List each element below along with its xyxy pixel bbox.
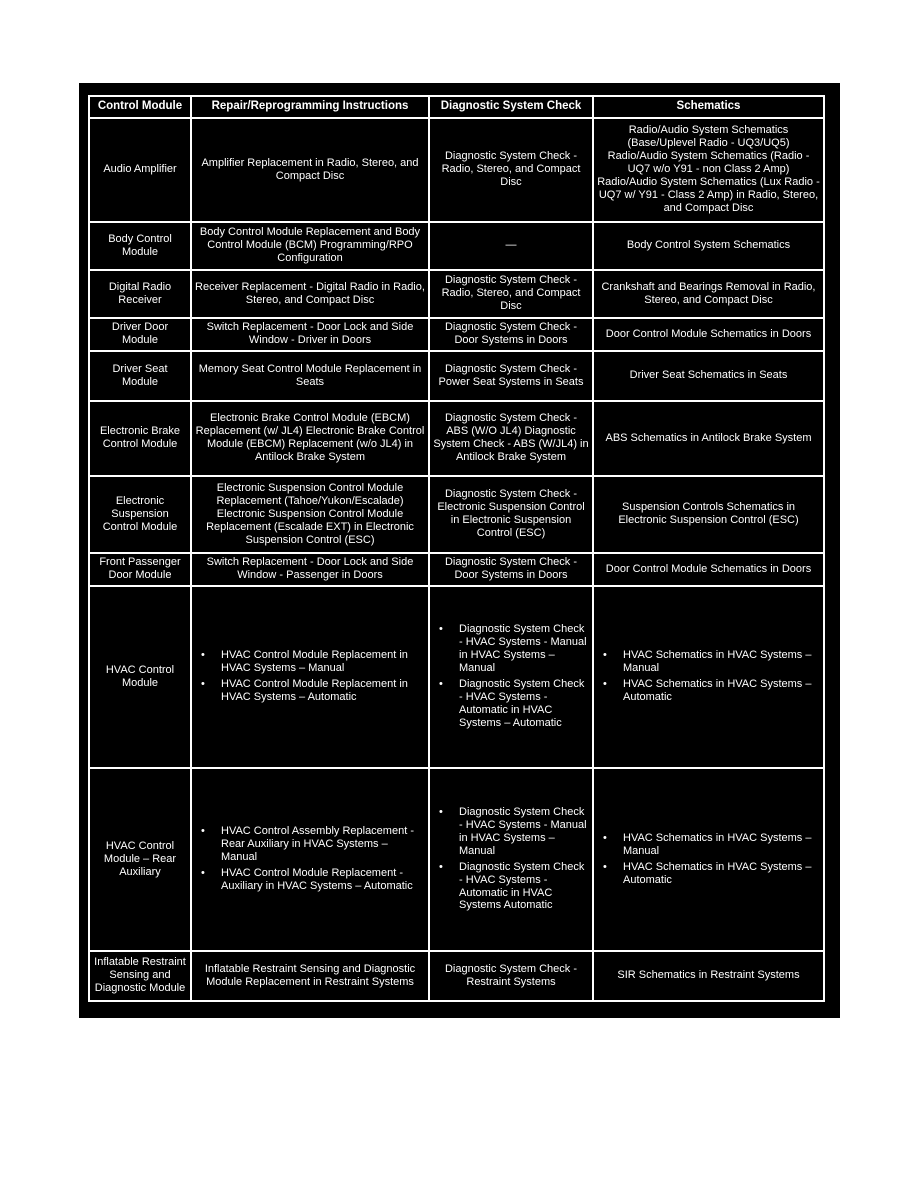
repair-cell	[191, 586, 429, 768]
module-name-cell: Digital Radio Receiver	[89, 270, 191, 318]
table-header-row	[89, 96, 824, 118]
repair-cell: Amplifier Replacement in Radio, Stereo, and Compact Disc	[191, 118, 429, 222]
header-control-module: Control Module	[89, 96, 191, 118]
list-item: • Diagnostic System Check - HVAC Systems - Manual in HVAC Systems – Manual	[433, 623, 589, 675]
table-row	[89, 270, 824, 318]
table-row	[89, 951, 824, 1001]
module-name-cell: Inflatable Restraint Sensing and Diagnostic Module	[89, 951, 191, 1001]
diagnostic-cell: Diagnostic System Check - Door Systems in Doors	[429, 553, 593, 586]
schematics-cell: ABS Schematics in Antilock Brake System	[593, 401, 824, 476]
header-schematics: Schematics	[593, 96, 824, 118]
repair-cell: Electronic Brake Control Module (EBCM) Replacement (w/ JL4) Electronic Brake Control Module (EBCM) Replacement (w/o JL4) in Antilock Brake System	[191, 401, 429, 476]
schematics-cell	[593, 586, 824, 768]
list-item: • HVAC Schematics in HVAC Systems – Automatic	[597, 861, 820, 887]
repair-cell: Inflatable Restraint Sensing and Diagnostic Module Replacement in Restraint Systems	[191, 951, 429, 1001]
schematics-cell: Body Control System Schematics	[593, 222, 824, 270]
table-row	[89, 401, 824, 476]
table-row	[89, 318, 824, 351]
diagnostic-cell	[429, 768, 593, 951]
schematics-cell: SIR Schematics in Restraint Systems	[593, 951, 824, 1001]
module-name-cell: Electronic Brake Control Module	[89, 401, 191, 476]
diagnostic-cell: Diagnostic System Check - Radio, Stereo, and Compact Disc	[429, 118, 593, 222]
list-item: • HVAC Control Module Replacement in HVAC Systems – Automatic	[195, 678, 425, 704]
schematics-cell: Door Control Module Schematics in Doors	[593, 318, 824, 351]
diagnostic-bullet-list	[433, 806, 589, 913]
schematics-cell: Door Control Module Schematics in Doors	[593, 553, 824, 586]
list-item: • Diagnostic System Check - HVAC Systems - Automatic in HVAC Systems Automatic	[433, 861, 589, 913]
module-name-cell: Body Control Module	[89, 222, 191, 270]
table-row	[89, 118, 824, 222]
diagnostic-cell: Diagnostic System Check - Electronic Suspension Control in Electronic Suspension Control (ESC)	[429, 476, 593, 553]
repair-cell: Memory Seat Control Module Replacement in Seats	[191, 351, 429, 401]
document-page-panel	[79, 83, 840, 1018]
module-name-cell: Driver Door Module	[89, 318, 191, 351]
repair-cell: Switch Replacement - Door Lock and Side Window - Passenger in Doors	[191, 553, 429, 586]
diagnostic-bullet-list	[433, 623, 589, 730]
repair-cell	[191, 768, 429, 951]
list-item: • Diagnostic System Check - HVAC Systems - Automatic in HVAC Systems – Automatic	[433, 678, 589, 730]
table-row	[89, 351, 824, 401]
schematics-cell: Driver Seat Schematics in Seats	[593, 351, 824, 401]
repair-cell: Receiver Replacement - Digital Radio in Radio, Stereo, and Compact Disc	[191, 270, 429, 318]
module-name-cell: Audio Amplifier	[89, 118, 191, 222]
table-row	[89, 222, 824, 270]
table-row	[89, 586, 824, 768]
schematics-bullet-list	[597, 649, 820, 704]
repair-cell: Body Control Module Replacement and Body Control Module (BCM) Programming/RPO Configuration	[191, 222, 429, 270]
repair-bullet-list	[195, 649, 425, 704]
header-repair-instructions: Repair/Reprogramming Instructions	[191, 96, 429, 118]
list-item: • HVAC Schematics in HVAC Systems – Automatic	[597, 678, 820, 704]
list-item: • HVAC Control Module Replacement in HVAC Systems – Manual	[195, 649, 425, 675]
diagnostic-cell: Diagnostic System Check - Power Seat Systems in Seats	[429, 351, 593, 401]
schematics-cell: Suspension Controls Schematics in Electronic Suspension Control (ESC)	[593, 476, 824, 553]
diagnostic-cell: —	[429, 222, 593, 270]
table-row	[89, 768, 824, 951]
repair-cell: Electronic Suspension Control Module Replacement (Tahoe/Yukon/Escalade) Electronic Suspension Control Module Replacement (Escalade EXT) in Electronic Suspension Control (ESC)	[191, 476, 429, 553]
schematics-cell: Crankshaft and Bearings Removal in Radio, Stereo, and Compact Disc	[593, 270, 824, 318]
diagnostic-cell	[429, 586, 593, 768]
repair-bullet-list	[195, 825, 425, 893]
diagnostic-cell: Diagnostic System Check - Door Systems in Doors	[429, 318, 593, 351]
list-item: • HVAC Schematics in HVAC Systems – Manual	[597, 832, 820, 858]
module-name-cell: Front Passenger Door Module	[89, 553, 191, 586]
schematics-bullet-list	[597, 832, 820, 887]
control-module-table	[88, 95, 825, 1002]
table-row	[89, 553, 824, 586]
list-item: • HVAC Control Module Replacement - Auxiliary in HVAC Systems – Automatic	[195, 867, 425, 893]
list-item: • HVAC Control Assembly Replacement - Rear Auxiliary in HVAC Systems – Manual	[195, 825, 425, 864]
repair-cell: Switch Replacement - Door Lock and Side Window - Driver in Doors	[191, 318, 429, 351]
module-name-cell: Driver Seat Module	[89, 351, 191, 401]
module-name-cell: HVAC Control Module	[89, 586, 191, 768]
schematics-cell	[593, 768, 824, 951]
module-name-cell: Electronic Suspension Control Module	[89, 476, 191, 553]
header-diagnostic-check: Diagnostic System Check	[429, 96, 593, 118]
diagnostic-cell: Diagnostic System Check - Restraint Systems	[429, 951, 593, 1001]
schematics-cell: Radio/Audio System Schematics (Base/Uplevel Radio - UQ3/UQ5) Radio/Audio System Schematics (Radio - UQ7 w/o Y91 - non Class 2 Amp) Radio/Audio System Schematics (Lux Radio - UQ7 w/ Y91 - Class 2 Amp) in Radio, Stereo, and Compact Disc	[593, 118, 824, 222]
module-name-cell: HVAC Control Module – Rear Auxiliary	[89, 768, 191, 951]
diagnostic-cell: Diagnostic System Check - Radio, Stereo, and Compact Disc	[429, 270, 593, 318]
list-item: • Diagnostic System Check - HVAC Systems - Manual in HVAC Systems – Manual	[433, 806, 589, 858]
table-row	[89, 476, 824, 553]
diagnostic-cell: Diagnostic System Check - ABS (W/O JL4) Diagnostic System Check - ABS (W/JL4) in Antilock Brake System	[429, 401, 593, 476]
list-item: • HVAC Schematics in HVAC Systems – Manual	[597, 649, 820, 675]
